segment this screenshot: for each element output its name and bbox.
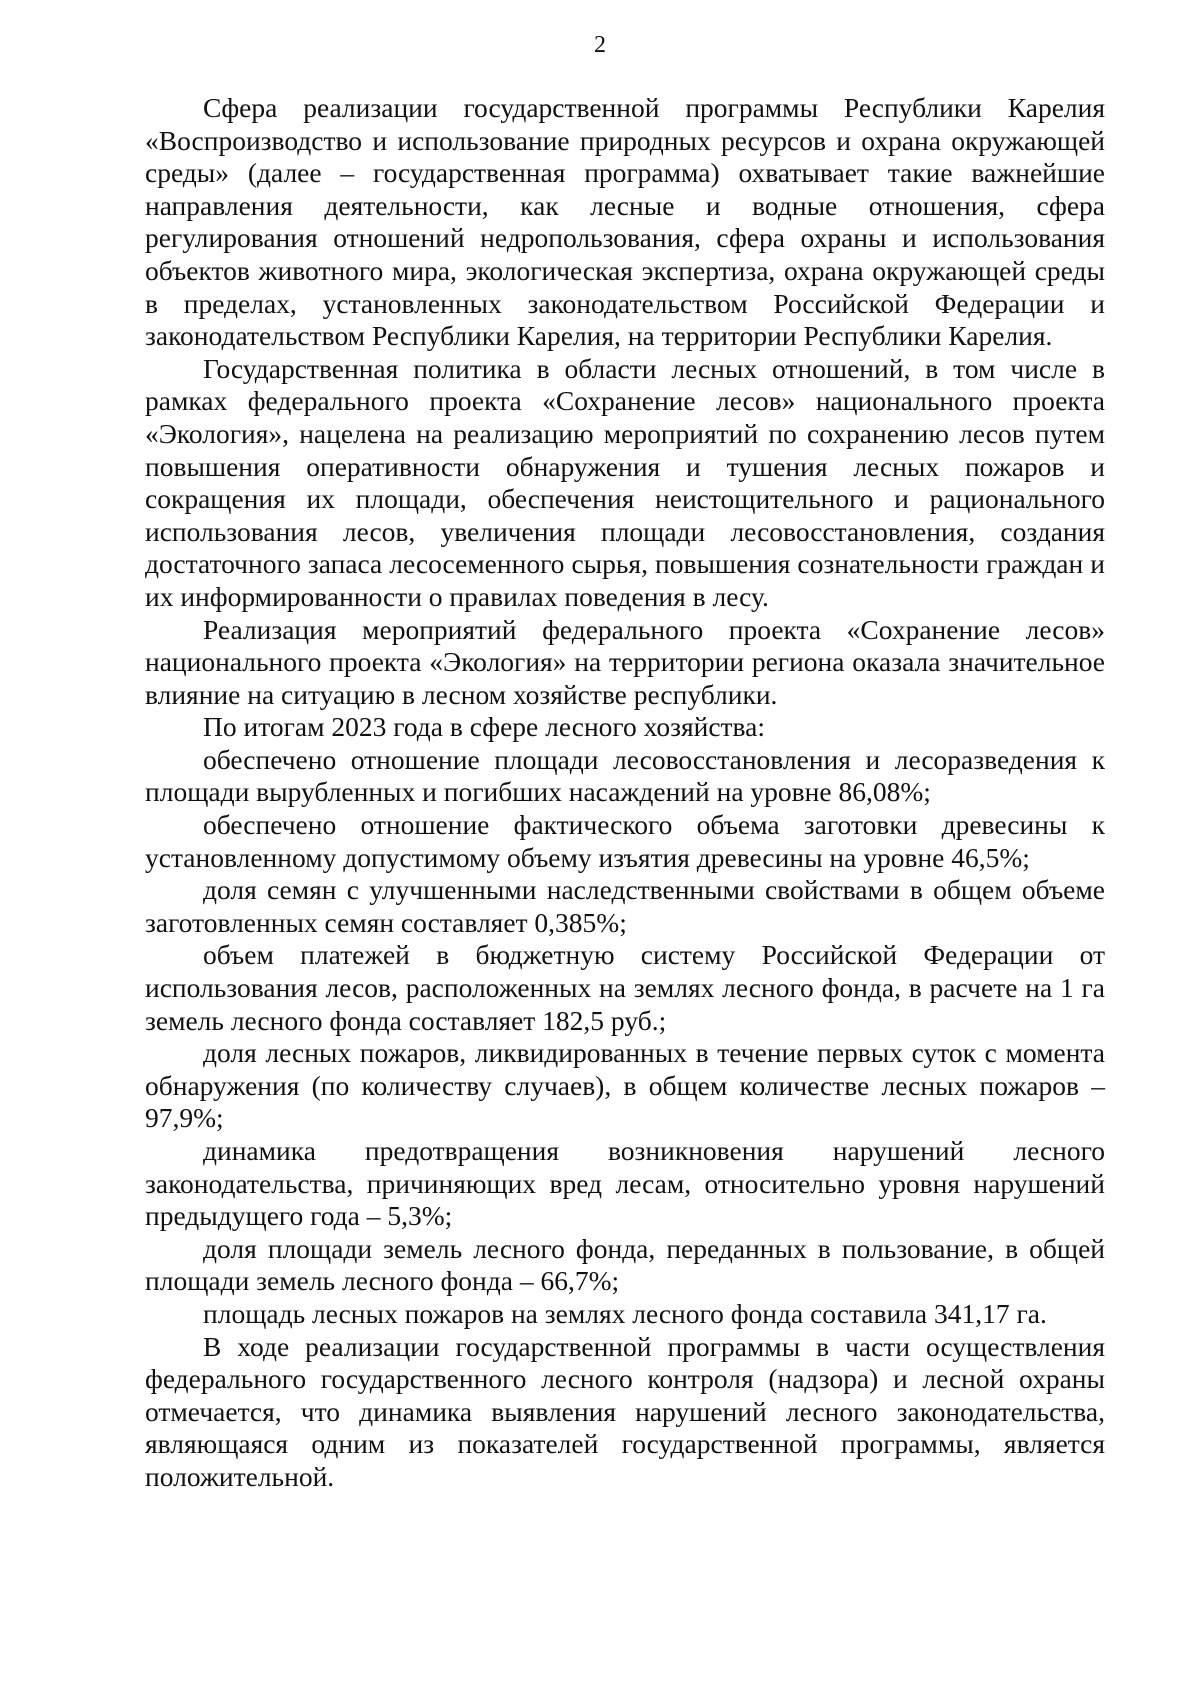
paragraph-program-scope: Сфера реализации государственной программы Республики Карелия «Воспроизводство и использование природных ресурсов и охрана окружающей среды» (далее – государственная программа) охватывает такие важнейшие направления деятельности, как лесные и водные отношения, сфера регулирования отношений недропользования, сфера охраны и использования объектов животного мира, экологическая экспертиза, охрана окружающей среды в пределах, установленных законодательством Российской Федерации и законодательством Республики Карелия, на территории Республики Карелия.: [145, 92, 1105, 352]
list-item-fire-area: площадь лесных пожаров на землях лесного фонда составила 341,17 га.: [203, 1297, 1047, 1329]
list-item-reforestation-ratio: обеспечено отношение площади лесовосстановления и лесоразведения к площади вырубленных и погибших насаждений на уровне 86,08%;: [145, 743, 1105, 808]
paragraph-forest-control: В ходе реализации государственной программы в части осуществления федерального государственного лесного контроля (надзора) и лесной охраны отмечается, что динамика выявления нарушений лесного законодательства, являющаяся одним из показателей государственной программы, является положительной.: [145, 1330, 1105, 1492]
paragraph-results-intro: По итогам 2023 года в сфере лесного хозяйства:: [203, 711, 766, 743]
list-item-budget-payments: объем платежей в бюджетную систему Российской Федерации от использования лесов, расположенных на землях лесного фонда, в расчете на 1 га земель лесного фонда составляет 182,5 руб.;: [145, 939, 1105, 1036]
paragraph-forest-policy: Государственная политика в области лесных отношений, в том числе в рамках федерального проекта «Сохранение лесов» национального проекта «Экология», нацелена на реализацию мероприятий по сохранению лесов путем повышения оперативности обнаружения и тушения лесных пожаров и сокращения их площади, обеспечения неистощительного и рационального использования лесов, увеличения площади лесовосстановления, создания достаточного запаса лесосеменного сырья, повышения сознательности граждан и их информированности о правилах поведения в лесу.: [145, 352, 1105, 612]
list-item-violations-dynamics: динамика предотвращения возникновения нарушений лесного законодательства, причиняющих вред лесам, относительно уровня нарушений предыдущего года – 5,3%;: [145, 1135, 1105, 1232]
page-number: 2: [594, 32, 606, 58]
list-item-improved-seeds-share: доля семян с улучшенными наследственными свойствами в общем объеме заготовленных семян составляет 0,385%;: [145, 874, 1105, 938]
list-item-fires-first-day-share: доля лесных пожаров, ликвидированных в течение первых суток с момента обнаружения (по количеству случаев), в общем количестве лесных пожаров – 97,9%;: [145, 1037, 1105, 1134]
document-body: [145, 92, 1105, 1494]
paragraph-federal-project-impact: Реализация мероприятий федерального проекта «Сохранение лесов» национального проекта «Экология» на территории региона оказала значительное влияние на ситуацию в лесном хозяйстве республики.: [145, 613, 1105, 710]
list-item-land-in-use-share: доля площади земель лесного фонда, переданных в пользование, в общей площади земель лесного фонда – 66,7%;: [145, 1232, 1105, 1297]
list-item-timber-harvest-ratio: обеспечено отношение фактического объема заготовки древесины к установленному допустимому объему изъятия древесины на уровне 46,5%;: [145, 809, 1105, 873]
